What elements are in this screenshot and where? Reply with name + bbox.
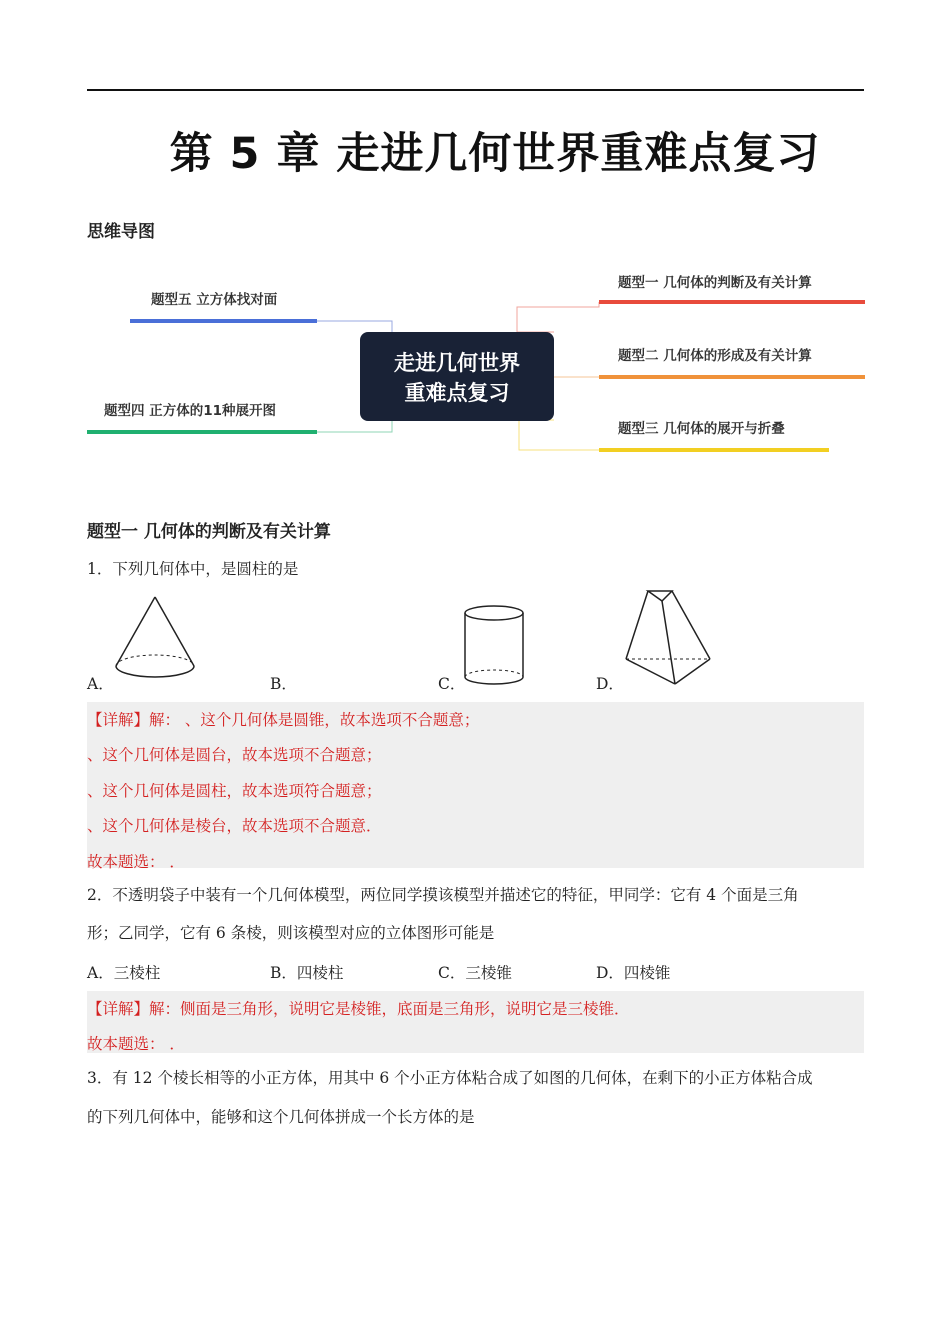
q1-option-b: B．: [270, 675, 297, 693]
answer-line: 、这个几何体是棱台，故本选项不合题意．: [87, 817, 382, 835]
answer-line: 故本题选： ．: [87, 1035, 185, 1053]
branch-label-1: 题型一 几何体的判断及有关计算: [618, 275, 812, 291]
q1-option-c: C．: [438, 675, 466, 693]
question-1-answer: [87, 702, 864, 871]
question-2-stem-line2: 形；乙同学，它有 6 条棱，则该模型对应的立体图形可能是: [87, 924, 495, 942]
branch-line-4: [87, 430, 317, 434]
answer-line: 【详解】解：侧面是三角形，说明它是棱锥，底面是三角形，说明它是三棱锥．: [87, 1000, 630, 1018]
answer-line: 、这个几何体是圆台，故本选项不合题意；: [87, 746, 382, 764]
mind-map: [87, 262, 865, 462]
q1-option-d: D．: [596, 675, 624, 693]
mindmap-center-box: [360, 332, 554, 421]
branch-line-3: [599, 448, 829, 452]
q2-option-c: C．三棱锥: [438, 964, 512, 982]
answer-line: 、这个几何体是圆柱，故本选项符合题意；: [87, 782, 382, 800]
branch-label-3: 题型三 几何体的展开与折叠: [618, 421, 785, 437]
question-1-stem: 1．下列几何体中，是圆柱的是: [87, 560, 299, 578]
branch-line-5: [130, 319, 317, 323]
question-2-stem-line1: 2．不透明袋子中装有一个几何体模型，两位同学摸该模型并描述它的特征，甲同学：它有 4 个面是三角: [87, 886, 799, 904]
answer-line: 【详解】解： 、这个几何体是圆锥，故本选项不合题意；: [87, 711, 480, 729]
header-rule: [87, 89, 864, 91]
branch-label-5: 题型五 立方体找对面: [151, 292, 278, 308]
branch-label-2: 题型二 几何体的形成及有关计算: [618, 348, 812, 364]
question-2-answer: [87, 991, 864, 1053]
cylinder-figure: [462, 603, 526, 689]
cone-figure: [112, 594, 196, 686]
mindmap-heading: 思维导图: [87, 222, 155, 242]
page-title: 第 5 章 走进几何世界重难点复习: [169, 129, 821, 179]
branch-line-2: [599, 375, 865, 379]
mindmap-center-line2: 重难点复习: [404, 381, 510, 405]
q2-option-d: D．四棱锥: [596, 964, 671, 982]
question-3-stem-line1: 3．有 12 个棱长相等的小正方体，用其中 6 个小正方体粘合成了如图的几何体，在剩下的小正方体粘合成: [87, 1069, 813, 1087]
question-3-stem-line2: 的下列几何体中，能够和这个几何体拼成一个长方体的是: [87, 1108, 475, 1126]
section-1-heading: 题型一 几何体的判断及有关计算: [87, 522, 331, 542]
q1-option-a: A．: [87, 675, 114, 693]
q2-option-a: A．三棱柱: [87, 964, 161, 982]
answer-line: 故本题选： ．: [87, 853, 185, 871]
branch-label-4: 题型四 正方体的11种展开图: [104, 403, 276, 419]
frustum-figure: [622, 587, 714, 687]
mindmap-center-line1: 走进几何世界: [394, 351, 520, 375]
q2-option-b: B．四棱柱: [270, 964, 344, 982]
branch-line-1: [599, 300, 865, 304]
